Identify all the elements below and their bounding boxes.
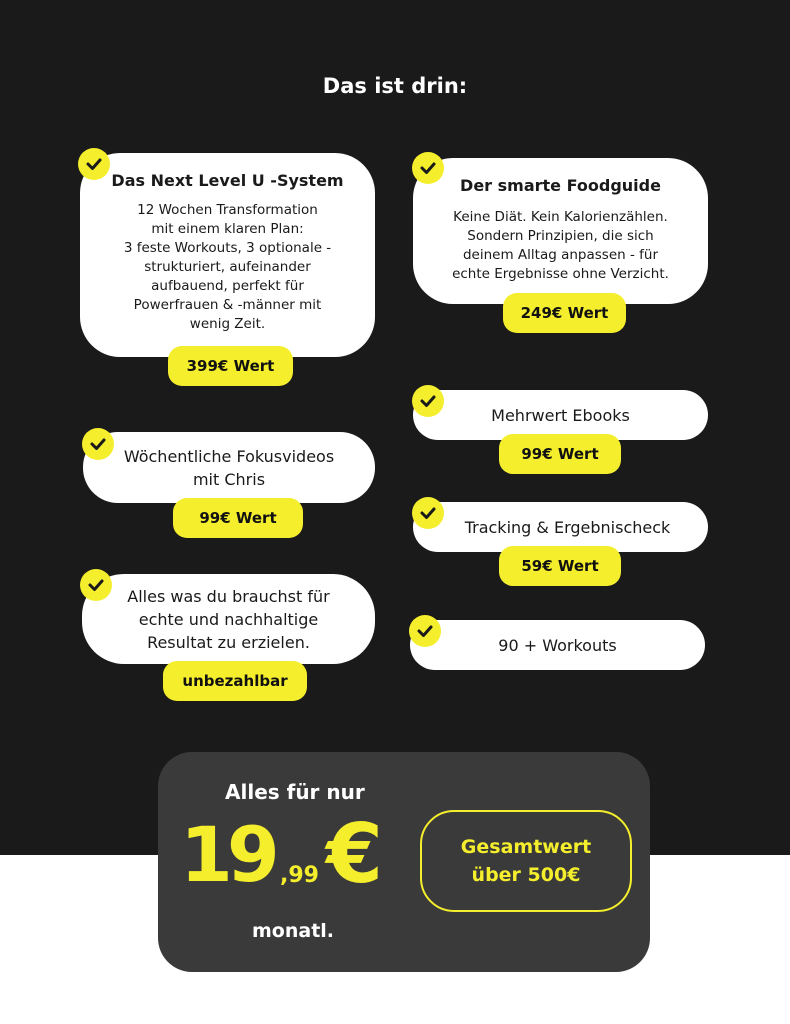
feature-card-alles [82,574,375,664]
desc-line: Powerfrauen & -männer mit [133,297,322,313]
desc-line: mit einem klaren Plan: [151,221,304,237]
feature-card-tracking [413,502,708,552]
card-text: Resultat zu erzielen. [147,632,310,652]
section-heading: Das ist drin: [322,74,468,98]
card-title: Das Next Level U -System [111,171,344,190]
price-whole: 19 [180,810,274,899]
desc-line: Keine Diät. Kein Kalorienzählen. [453,209,668,225]
desc-line: 12 Wochen Transformation [137,202,318,218]
value-badge: unbezahlbar [163,661,307,701]
feature-card-system [80,153,375,357]
check-icon [412,152,444,184]
check-icon [412,497,444,529]
desc-line: 3 feste Workouts, 3 optionale - [123,240,332,256]
feature-card-ebooks [413,390,708,440]
value-badge: 99€ Wert [173,498,303,538]
value-badge: 399€ Wert [168,346,293,386]
desc-line: echte Ergebnisse ohne Verzicht. [452,266,669,282]
card-description [413,208,708,284]
card-description [80,201,375,334]
feature-card-foodguide [413,158,708,304]
card-text: echte und nachhaltige [138,609,319,629]
value-badge: 59€ Wert [499,546,621,586]
feature-card-workouts [410,620,705,670]
price-label: Alles für nur [225,780,365,804]
value-badge: 99€ Wert [499,434,621,474]
desc-line: wenig Zeit. [189,316,266,332]
card-text: mit Chris [192,469,266,489]
check-icon [409,615,441,647]
card-text: Mehrwert Ebooks [491,405,630,425]
total-value-line: über 500€ [471,864,581,886]
card-text: Alles was du brauchst für [127,586,330,606]
price-period: monatl. [252,920,335,942]
card-text: Tracking & Ergebnischeck [464,517,671,537]
desc-line: Sondern Prinzipien, die sich [467,228,654,244]
price-currency: € [326,807,384,902]
price-cents: ,99 [280,863,319,888]
check-icon [82,428,114,460]
check-icon [78,148,110,180]
check-icon [412,385,444,417]
card-text: 90 + Workouts [498,635,617,655]
check-icon [80,569,112,601]
feature-card-fokusvideos [83,432,375,503]
desc-line: strukturiert, aufeinander [144,259,311,275]
desc-line: deinem Alltag anpassen - für [462,247,658,263]
value-badge: 249€ Wert [503,293,626,333]
desc-line: aufbauend, perfekt für [151,278,304,294]
card-text: Wöchentliche Fokusvideos [123,446,335,466]
card-title: Der smarte Foodguide [460,176,661,195]
total-value-line: Gesamtwert [460,836,592,858]
total-value-badge [420,810,632,912]
